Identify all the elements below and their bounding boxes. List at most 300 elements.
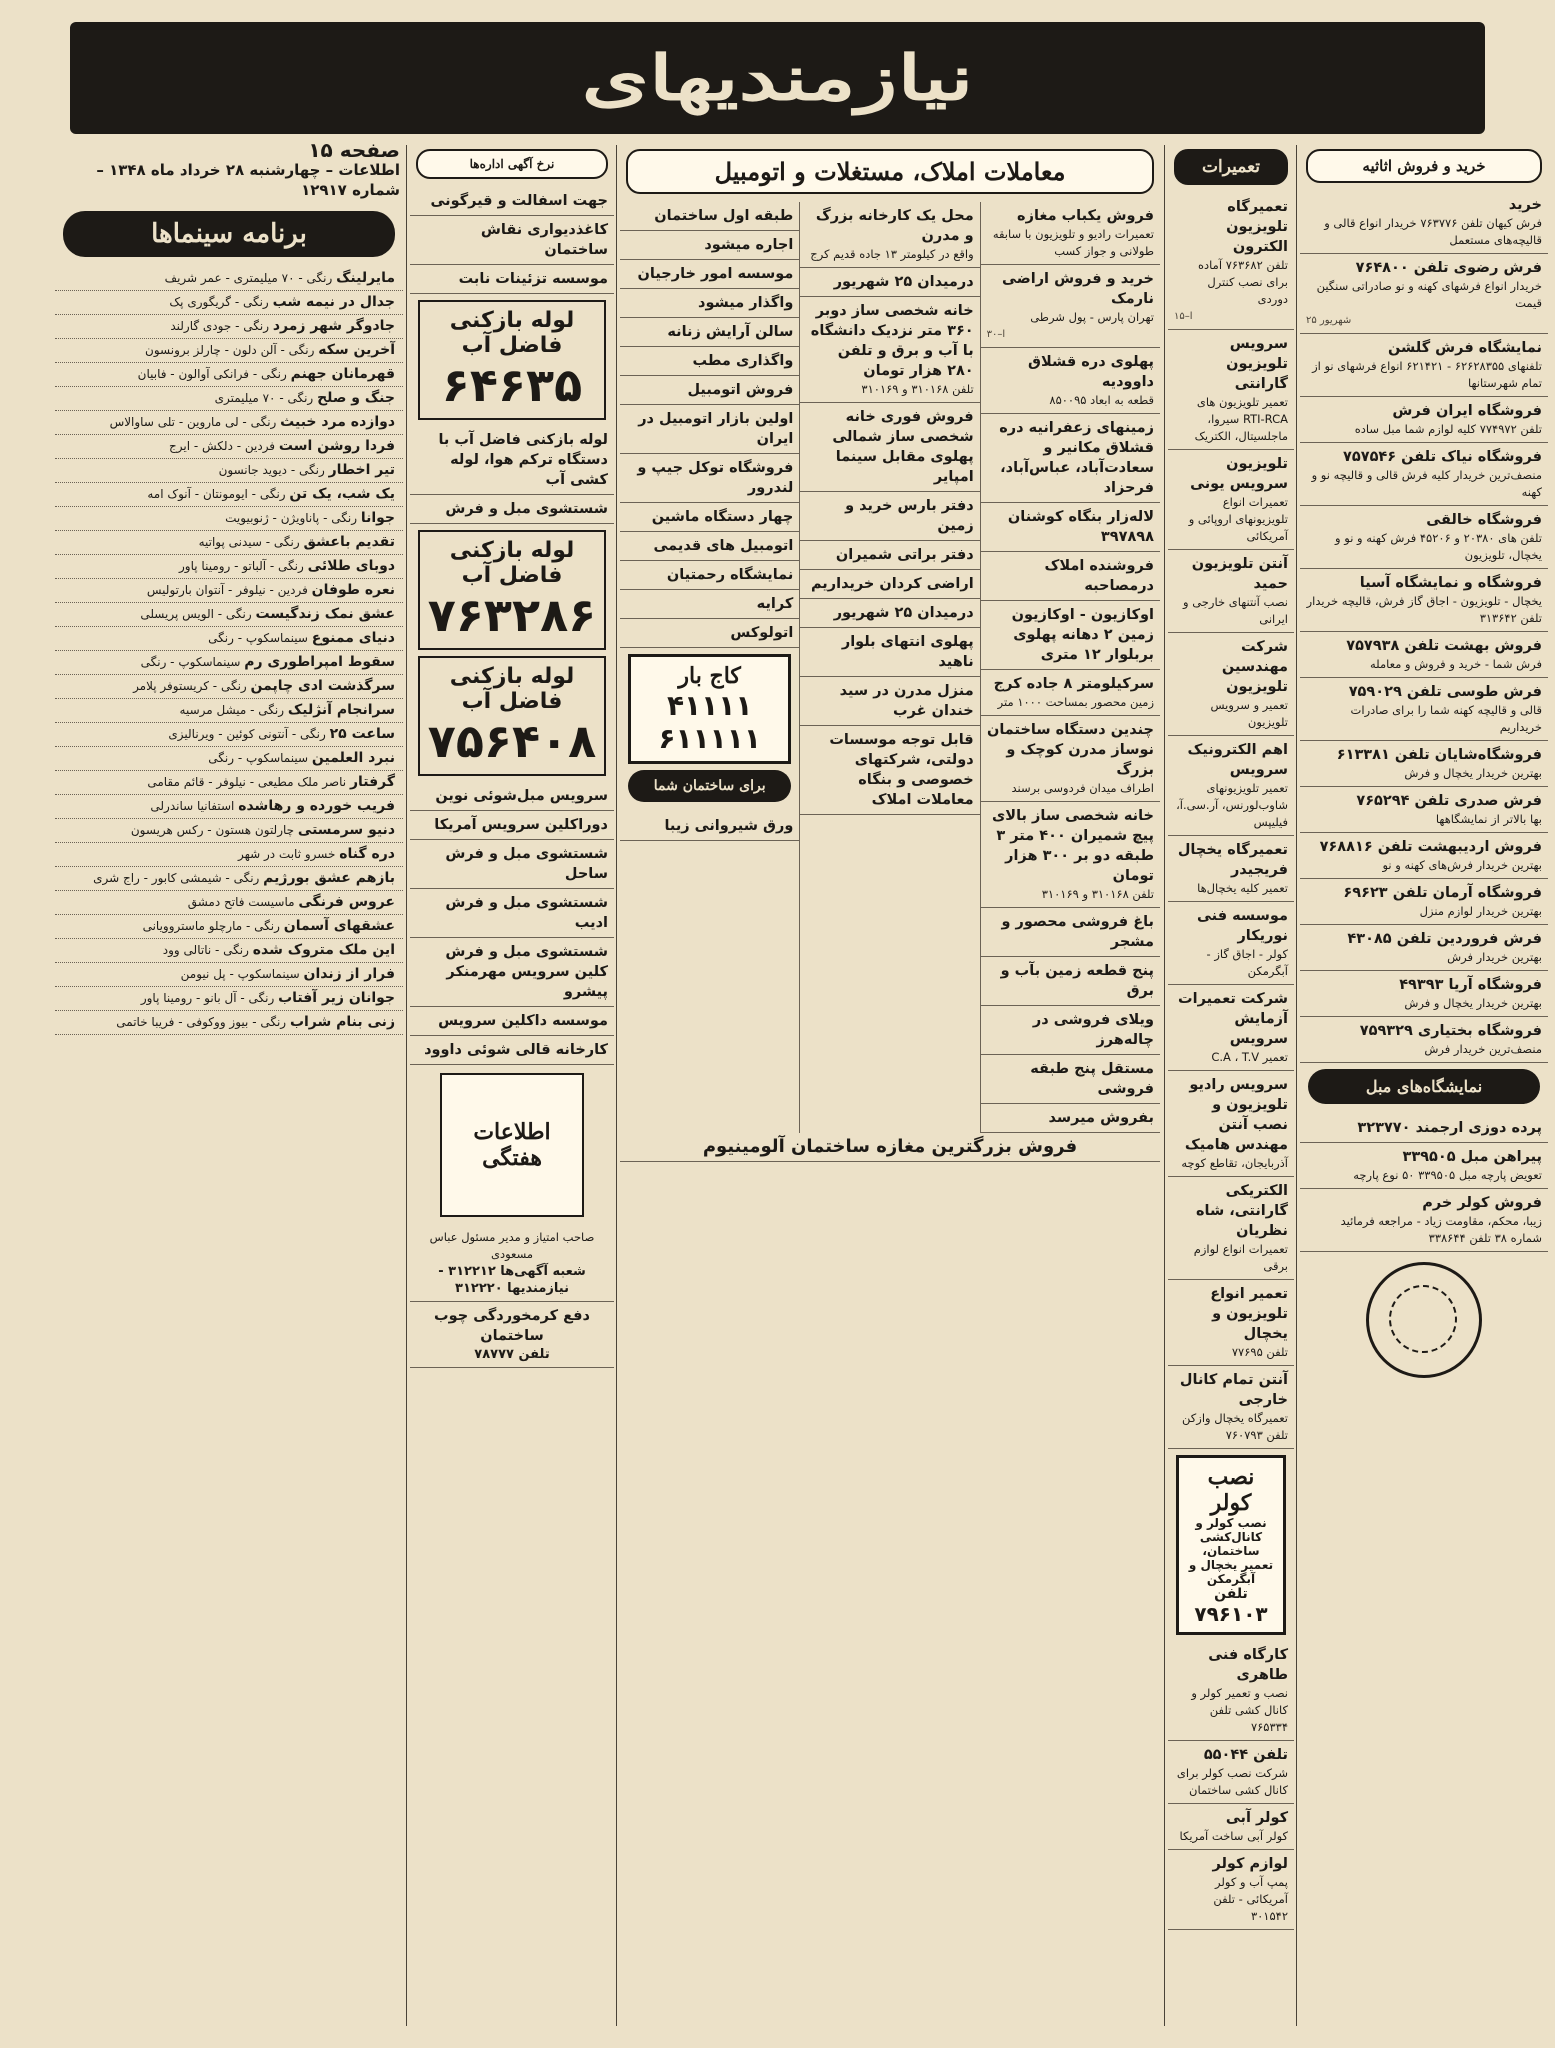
service-ad <box>410 1036 614 1065</box>
drain-cleaning-title-1: لوله بازکنی فاضل آب <box>449 308 575 358</box>
cinema-film-title: دوبای طلائی <box>307 558 395 574</box>
drain-cleaning-title-2: لوله بازکنی فاضل آب <box>449 538 575 588</box>
property-ad <box>981 716 1160 802</box>
cooler-install-ad <box>1176 1455 1286 1635</box>
furniture-ad-text: بهترین خریدار یخچال و فرش <box>1404 766 1542 780</box>
cinema-listing <box>55 795 403 819</box>
service-ad <box>410 426 614 495</box>
property-ad-title: پهلوی انتهای بلوار ناهید <box>841 634 974 670</box>
cooler-ad <box>1168 1850 1294 1930</box>
cinema-listing <box>55 291 403 315</box>
service-ad-title: کاغذدیواری نقاش ساختمان <box>480 222 608 258</box>
rental-ad-title: چهار دستگاه ماشین <box>651 509 794 525</box>
property-ad <box>981 1006 1160 1055</box>
column-divider <box>1296 145 1297 2026</box>
property-ad <box>981 503 1160 552</box>
property-ad-title: دفتر براتی شمیران <box>835 547 974 563</box>
cinema-film-details: رنگی - ایومونتان - آنوک امه <box>147 487 286 501</box>
property-ad-title: اوکازیون - اوکازیون زمین ۲ دهانه پهلوی بربلوار ۱۲ متری <box>1011 607 1154 663</box>
property-ad <box>981 1055 1160 1104</box>
section-header-furniture-showrooms: نمایشگاه‌های مبل <box>1308 1069 1540 1104</box>
cinema-film-title: یک شب، یک تن <box>289 486 395 502</box>
property-ad-text: تعمیرات رادیو و تلویزیون با سابقه طولانی و جواز کسب <box>992 227 1154 258</box>
cinema-listing <box>55 963 403 987</box>
column-real-estate <box>620 145 1160 2028</box>
furniture-ad <box>1300 569 1548 632</box>
rental-ad <box>620 318 799 347</box>
property-ad-title: فروشنده املاک درمصاحبه <box>1044 558 1154 594</box>
cinema-film-details: فردین - نیلوفر - آنتوان بارتولیس <box>146 583 308 597</box>
property-ad-title: قابل توجه موسسات دولتی، شرکتهای خصوصی و بنگاه معاملات املاک <box>829 732 974 808</box>
property-ad <box>800 268 979 297</box>
repair-ad <box>1168 836 1294 902</box>
furniture-ad-text: بها بالاتر از نمایشگاهها <box>1435 812 1542 826</box>
service-ad <box>410 938 614 1007</box>
property-ad <box>800 628 979 677</box>
cinema-film-title: جوانان زیر آفتاب <box>278 990 395 1006</box>
drain-cleaning-title-3: لوله بازکنی فاضل آب <box>449 664 575 714</box>
cinema-film-title: فرار از زندان <box>303 966 395 982</box>
service-ad-title: موسسه تزئینات نابت <box>458 271 608 287</box>
repair-ad <box>1168 1071 1294 1177</box>
roof-sheet-title: ورق شیروانی زیبا <box>664 818 794 834</box>
property-ad <box>981 802 1160 908</box>
furniture-ad-title: فروشگاه و نمایشگاه آسیا <box>1359 575 1542 591</box>
section-header-repairs: تعمیرات <box>1174 149 1288 185</box>
furniture-ad <box>1300 254 1548 334</box>
property-ad <box>800 570 979 599</box>
property-ad <box>981 957 1160 1006</box>
cinema-film-title: آخرین سکه <box>318 342 395 358</box>
furniture-ad <box>1300 506 1548 569</box>
cinema-film-details: رنگی - آل بانو - رومینا پاور <box>140 991 275 1005</box>
showroom-ad-title: فروش کولر خرم <box>1422 1195 1542 1211</box>
furniture-ad-title: فروشگاه خالقی <box>1426 512 1542 528</box>
cinema-listing <box>55 915 403 939</box>
cinema-film-details: رنگی - کریستوفر پلامر <box>133 679 247 693</box>
furniture-ad-title: فروشگاه نیاک تلفن ۷۵۷۵۴۶ <box>1343 449 1542 465</box>
cinema-film-details: سینماسکوپ - رنگی <box>208 751 309 765</box>
rental-ad <box>620 231 799 260</box>
cinema-film-title: دره گناه <box>339 846 395 862</box>
repair-ad-title: موسسه فنی نوریکار <box>1196 908 1288 944</box>
property-ad-title: منزل مدرن در سید خندان غرب <box>839 683 974 719</box>
property-ad-text: تلفن ۳۱۰۱۶۸ و ۳۱۰۱۶۹ <box>861 382 974 396</box>
cinema-listing <box>55 411 403 435</box>
cinema-film-details: ماسیست فاتح دمشق <box>187 895 295 909</box>
issue-line: اطلاعات – چهارشنبه ۲۸ خرداد ماه ۱۳۴۸ – شماره ۱۲۹۱۷ <box>96 161 400 199</box>
rental-ad-title: فروش اتومبیل <box>687 382 794 398</box>
masthead-title: نیازمندیهای <box>581 41 974 115</box>
furniture-ad-title: فرش رضوی تلفن ۷۶۴۸۰۰ <box>1355 260 1542 276</box>
service-ad-title: موسسه داکلین سرویس <box>438 1013 608 1029</box>
cinema-film-details: رنگی - مارچلو ماستروویانی <box>142 919 280 933</box>
cinema-film-title: سقوط امپراطوری رم <box>244 654 395 670</box>
column-divider <box>616 145 617 2026</box>
property-ad <box>800 726 979 815</box>
repair-ad-title: تعمیر انواع تلویزیون و یخچال <box>1210 1286 1288 1342</box>
publisher-phones: شعبه آگهی‌ها ۳۱۲۲۱۲ - نیازمندیها ۳۱۲۲۲۰ <box>438 1264 586 1296</box>
cinema-film-title: عروس فرنگی <box>298 894 395 910</box>
cinema-film-details: رنگی - الویس پریسلی <box>140 607 252 621</box>
repair-ad-text: آذربایجان، تقاطع کوچه <box>1181 1156 1288 1170</box>
repair-ad-reference: ا–۱۵ <box>1174 311 1193 322</box>
property-ad-title: خرید و فروش اراضی نارمک <box>1002 271 1154 307</box>
cinema-film-details: رنگی - سیدنی پواتیه <box>198 535 300 549</box>
cinema-film-details: استفانیا ساندرلی <box>150 799 235 813</box>
dateline <box>60 140 400 200</box>
property-ad-text: تلفن ۳۱۰۱۶۸ و ۳۱۰۱۶۹ <box>1041 887 1154 901</box>
repair-ad-title: شرکت تعمیرات آزمایش سرویس <box>1178 991 1288 1047</box>
repair-ad-title: الکتریکی گارانتی، شاه نظریان <box>1195 1183 1288 1239</box>
service-ad <box>410 811 614 840</box>
property-ad <box>800 677 979 726</box>
property-ad-title: سرکیلومتر ۸ جاده کرج <box>993 676 1154 692</box>
service-ad-title: دوراکلین سرویس آمریکا <box>434 817 608 833</box>
service-ad <box>410 782 614 811</box>
page-number: صفحه ۱۵ <box>308 138 400 162</box>
cinema-listing <box>55 651 403 675</box>
cinema-film-details: رنگی - فرانکی آوالون - فابیان <box>137 367 287 381</box>
cooler-ad <box>1168 1641 1294 1741</box>
repair-ad-title: سرویس رادیو تلویزیون و نصب آنتن مهندس هامیک <box>1184 1077 1288 1153</box>
furniture-ad <box>1300 879 1548 925</box>
property-ad-title: مستقل پنج طبقه فروشی <box>1030 1061 1154 1097</box>
cinema-film-title: گرفتار <box>349 774 395 790</box>
cinema-listing <box>55 531 403 555</box>
service-ad-title: لوله بازکنی فاضل آب با دستگاه ترکم هوا، لوله کشی آب <box>438 432 608 488</box>
repair-ad-title: آنتن تمام کانال خارجی <box>1179 1372 1288 1408</box>
furniture-ad <box>1300 1017 1548 1063</box>
furniture-ad-text: بهترین خریدار فرش‌های کهنه و نو <box>1382 858 1542 872</box>
repair-ad <box>1168 330 1294 450</box>
cinema-listing <box>55 747 403 771</box>
showroom-ad-title: پیراهن مبل ۳۳۹۵۰۵ <box>1402 1149 1542 1165</box>
cinema-film-details: ناصر ملک مطیعی - نیلوفر - قائم مقامی <box>147 775 347 789</box>
cinema-film-title: فردا روشن است <box>278 438 395 454</box>
service-ad <box>410 187 614 216</box>
furniture-ad <box>1300 632 1548 678</box>
furniture-ad-text: منصف‌ترین خریدار فرش <box>1424 1042 1542 1056</box>
property-ad <box>800 202 979 268</box>
cooler-ad <box>1168 1741 1294 1804</box>
section-header-building: برای ساختمان شما <box>628 770 791 802</box>
showroom-ad <box>1300 1114 1548 1143</box>
cooler-ad-title: لوازم کولر <box>1212 1856 1288 1872</box>
property-ad-title: ویلای فروشی در چاله‌هرز <box>1032 1012 1154 1048</box>
drain-cleaning-phone-2: ۷۶۳۲۸۶ <box>427 588 597 642</box>
cinema-film-details: رنگی - آلن دلون - چارلز برونسون <box>145 343 315 357</box>
repair-ad <box>1168 1280 1294 1366</box>
furniture-ad <box>1300 833 1548 879</box>
property-ad <box>981 1104 1160 1133</box>
repair-ad <box>1168 450 1294 550</box>
cinema-film-title: دوازده مرد خبیث <box>280 414 395 430</box>
publisher-owner: صاحب امتیاز و مدیر مسئول عباس مسعودی <box>429 1230 595 1261</box>
furniture-ad-text: قالی و قالیچه کهنه شما را برای صادرات خریداریم <box>1350 703 1542 734</box>
service-ad-title: شستشوی مبل و فرش ساحل <box>445 846 608 882</box>
rental-ad <box>620 376 799 405</box>
furniture-ad-title: فروشگاه بختیاری ۷۵۹۳۲۹ <box>1359 1023 1542 1039</box>
cinema-film-title: ساعت ۲۵ <box>329 726 395 742</box>
repair-ad <box>1168 736 1294 836</box>
cinema-listing <box>55 939 403 963</box>
repair-ad-text: تعمیر C.A ، T.V <box>1211 1050 1288 1064</box>
cinema-film-title: بازهم عشق بورژیم <box>263 870 395 886</box>
cinema-film-title: عشقهای آسمان <box>283 918 395 934</box>
cinema-listing <box>55 843 403 867</box>
service-ad-title: شستشوی مبل و فرش <box>445 501 608 517</box>
cinema-listing <box>55 723 403 747</box>
drain-cleaning-phone-3: ۷۵۶۴۰۸ <box>427 714 597 768</box>
showroom-ad <box>1300 1143 1548 1189</box>
cinema-film-details: رنگی - پاناویژن - ژنوبیویت <box>225 511 357 525</box>
cinema-film-title: تقدیم باعشق <box>303 534 395 550</box>
showroom-ad <box>1300 1189 1548 1252</box>
repair-ad <box>1168 193 1294 330</box>
furniture-ad-text: بهترین خریدار فرش <box>1447 950 1542 964</box>
property-ad-text: اطراف میدان فردوسی برسند <box>1011 781 1154 795</box>
service-ad-title: شستشوی مبل و فرش ادیب <box>445 895 608 931</box>
service-ad <box>410 840 614 889</box>
cinema-film-title: مایرلینگ <box>336 270 395 286</box>
cinema-film-details: رنگی - لی ماروین - تلی ساوالاس <box>109 415 277 429</box>
cinema-film-details: فردین - دلکش - ایرج <box>168 439 276 453</box>
property-ad-title: فروش یکباب مغازه <box>1017 208 1154 224</box>
rental-ad-title: اولین بازار اتومبیل در ایران <box>638 411 794 447</box>
repair-ad <box>1168 550 1294 633</box>
showroom-ad-title: پرده دوزی ارجمند ۳۲۳۷۷۰ <box>1357 1120 1542 1136</box>
cinema-film-details: خسرو ثابت در شهر <box>237 847 336 861</box>
section-header-real-estate: معاملات املاک، مستغلات و اتومبیل <box>626 149 1154 194</box>
cinema-listing <box>55 507 403 531</box>
property-ad-title: درمیدان ۲۵ شهریور <box>833 605 974 621</box>
cinema-listing <box>55 579 403 603</box>
furniture-ad-title: خرید <box>1508 197 1542 213</box>
repair-ad-text: تعمیرات انواع تلویزیونهای اروپائی و آمریکائی <box>1188 495 1288 543</box>
column-divider <box>1164 145 1165 2026</box>
property-ad <box>981 552 1160 601</box>
rental-ad <box>620 289 799 318</box>
furniture-ad-text: یخچال - تلویزیون - اجاق گاز فرش، قالیچه خریدار تلفن ۳۱۳۶۴۲ <box>1306 594 1542 625</box>
section-header-ad-rates: نرخ آگهی اداره‌ها <box>416 149 608 179</box>
furniture-ad-title: فروشگاه آرمان تلفن ۶۹۶۲۳ <box>1343 885 1542 901</box>
cooler-install-phone-label: تلفن <box>1214 1586 1248 1602</box>
showroom-ad-text: تعویض پارچه مبل ۳۳۹۵۰۵ ۵۰ نوع پارچه <box>1353 1168 1542 1182</box>
rental-ad <box>620 532 799 561</box>
repair-ad-title: تلویزیون سرویس یونی <box>1190 456 1288 492</box>
cinema-film-details: رنگی - ۷۰ میلیمتری <box>214 391 314 405</box>
termite-ad <box>410 1302 614 1368</box>
cinema-listing <box>55 435 403 459</box>
rental-ad <box>620 347 799 376</box>
cinema-listing <box>55 363 403 387</box>
property-ad-title: چندین دستگاه ساختمان نوساز مدرن کوچک و بزرگ <box>986 722 1154 778</box>
drain-cleaning-ad-3 <box>418 656 606 776</box>
cinema-film-title: جنگ و صلح <box>317 390 395 406</box>
cinema-film-title: زنی بنام شراب <box>289 1014 395 1030</box>
cinema-listing <box>55 555 403 579</box>
property-ad <box>800 403 979 492</box>
property-ad <box>800 297 979 403</box>
cinema-film-title: دنیو سرمستی <box>297 822 395 838</box>
aluminium-shop-ad <box>620 1133 1160 1162</box>
property-ad <box>800 599 979 628</box>
cinema-listing <box>55 675 403 699</box>
rental-ad <box>620 590 799 619</box>
furniture-ad-title: فروش بهشت تلفن ۷۵۷۹۳۸ <box>1346 638 1542 654</box>
cinema-film-details: رنگی - بیوز ووکوفی - فریبا خاتمی <box>116 1015 287 1029</box>
cinema-film-title: دنیای ممنوع <box>311 630 395 646</box>
furniture-ad-title: فرش صدری تلفن ۷۶۵۲۹۴ <box>1356 793 1542 809</box>
cinema-listing <box>55 627 403 651</box>
cinema-listing <box>55 867 403 891</box>
repair-ad-text: نصب آنتنهای خارجی و ایرانی <box>1183 595 1288 626</box>
taxi-ad <box>628 654 791 764</box>
service-ad <box>410 265 614 294</box>
publisher-info <box>410 1225 614 1302</box>
repair-ad-title: تعمیرگاه یخچال فریجیدر <box>1177 842 1288 878</box>
cinema-film-details: رنگی - ۷۰ میلیمتری - عمر شریف <box>164 271 333 285</box>
cinema-film-details: رنگی - آلباتو - رومینا پاور <box>179 559 304 573</box>
furniture-ad <box>1300 741 1548 787</box>
ettelaat-weekly-logo <box>440 1073 584 1217</box>
repair-ad <box>1168 1177 1294 1280</box>
cinema-film-title: تیر اخطار <box>328 462 395 478</box>
property-ad-title: خانه شخصی ساز بالای پیچ شمیران ۴۰۰ متر ۳ طبقه دو بر ۳۰۰ هزار تومان <box>992 808 1154 884</box>
cooler-install-title: نصب کولر <box>1207 1464 1255 1516</box>
rental-ad-title: سالن آرایش زنانه <box>667 324 794 340</box>
furniture-ad <box>1300 678 1548 741</box>
repair-ad-text: تلفن ۷۶۳۶۸۲ آماده برای نصب کنترل دوردی <box>1198 258 1288 306</box>
property-ad <box>800 541 979 570</box>
property-ad-title: فروش فوری خانه شخصی ساز شمالی پهلوی مقابل سینما امپایر <box>832 409 974 485</box>
furniture-ad-text: تلفن ۷۷۴۹۷۲ کلیه لوازم شما مبل ساده <box>1354 422 1542 436</box>
cinema-film-title: عشق نمک زندگیست <box>255 606 395 622</box>
repair-ad <box>1168 902 1294 985</box>
cinema-film-title: این ملک متروک شده <box>252 942 395 958</box>
repair-ad-title: اهم الکترونیک سرویس <box>1187 742 1288 778</box>
showroom-ad-text: زیبا، محکم، مقاومت زیاد - مراجعه فرمائید شماره ۳۸ تلفن ۳۳۸۶۴۴ <box>1340 1214 1542 1245</box>
property-ad <box>981 202 1160 265</box>
property-ad-text: قطعه به ابعاد ۸۵۰۰۹۵ <box>1049 393 1154 407</box>
cinema-film-details: چارلتون هستون - رکس هریسون <box>130 823 295 837</box>
furniture-ad-title: فروشگاه آریا ۴۹۳۹۳ <box>1399 977 1542 993</box>
property-ad <box>981 670 1160 716</box>
repair-ad-text: تعمیر تلویزیونهای شاوب‌لورنس، آر.سی.آ، فیلیپس <box>1176 781 1288 829</box>
service-ad <box>410 216 614 265</box>
taxi-ad-phone: ۶۱۱۱۱۱ <box>658 722 761 755</box>
cinema-listing <box>55 387 403 411</box>
property-ad-title: درمیدان ۲۵ شهریور <box>833 274 974 290</box>
property-ad-text: زمین محصور بمساحت ۱۰۰۰ متر <box>997 695 1154 709</box>
rental-ad-title: نمایشگاه رحمتیان <box>666 567 794 583</box>
cinema-film-details: رنگی - ناتالی وود <box>162 943 249 957</box>
rental-ad <box>620 503 799 532</box>
cinema-film-title: نبرد العلمین <box>311 750 395 766</box>
cooler-ad-title: کولر آبی <box>1225 1810 1288 1826</box>
column-furniture <box>1300 145 1548 2028</box>
property-ad-title: بفروش میرسد <box>1048 1110 1154 1126</box>
rental-ad <box>620 405 799 454</box>
real-estate-subcol-b <box>800 202 980 1133</box>
cinema-listing <box>55 819 403 843</box>
roof-sheet-ad <box>620 812 799 841</box>
service-ad-title: جهت اسفالت و قیرگونی <box>430 193 608 209</box>
rental-ad-title: کرایه <box>756 596 794 612</box>
furniture-ad-text: خریدار انواع فرشهای کهنه و نو صادراتی سنگین قیمت <box>1316 279 1542 310</box>
service-ad <box>410 1007 614 1036</box>
column-services <box>410 145 614 2028</box>
furniture-ad-text: فرش شما - خرید و فروش و معامله <box>1370 657 1542 671</box>
property-ad-title: باغ فروشی محصور و مشجر <box>1001 914 1154 950</box>
furniture-ad-text: فرش کیهان تلفن ۷۶۳۷۷۶ خریدار انواع قالی و قالیچه‌های مستعمل <box>1324 216 1542 247</box>
rental-ad-title: اتومبیل های قدیمی <box>653 538 794 554</box>
property-ad-title: دفتر بارس خرید و زمین <box>845 498 974 534</box>
repair-ad-title: سرویس تلویزیون گارانتی <box>1226 336 1288 392</box>
property-ad <box>981 265 1160 348</box>
column-repairs <box>1168 145 1294 2028</box>
property-ad-reference: ا–۳۰ <box>986 329 1006 340</box>
rental-ad-title: اجاره میشود <box>704 237 794 253</box>
cooler-ad-text: کولر آبی ساخت آمریکا <box>1179 1829 1288 1843</box>
cinema-film-details: رنگی - گریگوری پک <box>169 295 269 309</box>
property-ad-title: پنج قطعه زمین بآب و برق <box>1000 963 1154 999</box>
rental-ad <box>620 202 799 231</box>
rental-ad <box>620 561 799 590</box>
property-ad <box>981 348 1160 414</box>
property-ad-text: تهران پارس - پول شرطی <box>1030 310 1154 324</box>
section-header-furniture: خرید و فروش اثاثیه <box>1306 149 1542 183</box>
repair-ad-text: تلفن ۷۷۶۹۵ <box>1231 1345 1288 1359</box>
cooler-install-desc: نصب کولر و کانال‌کشی ساختمان، تعمیر یخچال و آبگرمکن <box>1188 1516 1274 1586</box>
furniture-ad-title: فروشگاه ایران فرش <box>1392 403 1542 419</box>
property-ad <box>800 492 979 541</box>
cooler-ad <box>1168 1804 1294 1850</box>
section-header-cinemas: برنامه سینماها <box>63 211 395 257</box>
cooler-logo-seal <box>1366 1262 1482 1378</box>
cinema-film-title: سرانجام آنژلیک <box>287 702 395 718</box>
property-ad-text: واقع در کیلومتر ۱۳ جاده قدیم کرج <box>810 247 974 261</box>
furniture-ad-text: تلفنهای ۶۲۶۲۸۳۵۵ - ۶۲۱۴۲۱ انواع فرشهای نو از تمام شهرستانها <box>1312 359 1542 390</box>
furniture-ad <box>1300 397 1548 443</box>
furniture-ad <box>1300 787 1548 833</box>
cooler-install-phone: ۷۹۶۱۰۳ <box>1194 1602 1268 1626</box>
service-ad-title: شستشوی مبل و فرش کلین سرویس مهرمنکر پیشرو <box>445 944 608 1000</box>
rental-ad-title: واگذار میشود <box>698 295 794 311</box>
cinema-film-details: رنگی - دیوید جانسون <box>218 463 325 477</box>
cinema-film-title: جدال در نیمه شب <box>272 294 395 310</box>
cinema-film-details: رنگی - شیمشی کابور - راج شری <box>93 871 260 885</box>
ettelaat-weekly-logo-text: اطلاعات هفتگی <box>473 1119 551 1171</box>
cinema-film-title: نعره طوفان <box>311 582 395 598</box>
cooler-ad-text: نصب و تعمیر کولر و کانال کشی تلفن ۷۶۵۳۳۴ <box>1191 1686 1288 1734</box>
cinema-film-details: سینماسکوپ - رنگی <box>140 655 241 669</box>
repair-ad <box>1168 985 1294 1071</box>
furniture-ad-title: فرش طوسی تلفن ۷۵۹۰۲۹ <box>1348 684 1542 700</box>
masthead <box>70 22 1485 134</box>
cinema-film-title: سرگذشت ادی چاپمن <box>250 678 395 694</box>
furniture-ad-title: فروشگاه‌شایان تلفن ۶۱۳۳۸۱ <box>1336 747 1542 763</box>
service-ad-title: سرویس مبل‌شوئی نوین <box>435 788 608 804</box>
aluminium-shop-title: فروش بزرگترین مغازه ساختمان آلومینیوم <box>702 1136 1078 1157</box>
rental-ad-title: واگذاری مطب <box>692 353 794 369</box>
taxi-ad-phone-short: ۴۱۱۱۱ <box>666 689 753 722</box>
rental-ad <box>620 454 799 503</box>
rental-ad-title: اتولوکس <box>730 625 794 641</box>
service-ad-title: کارخانه قالی شوئی داوود <box>424 1042 608 1058</box>
rental-ad <box>620 619 799 648</box>
